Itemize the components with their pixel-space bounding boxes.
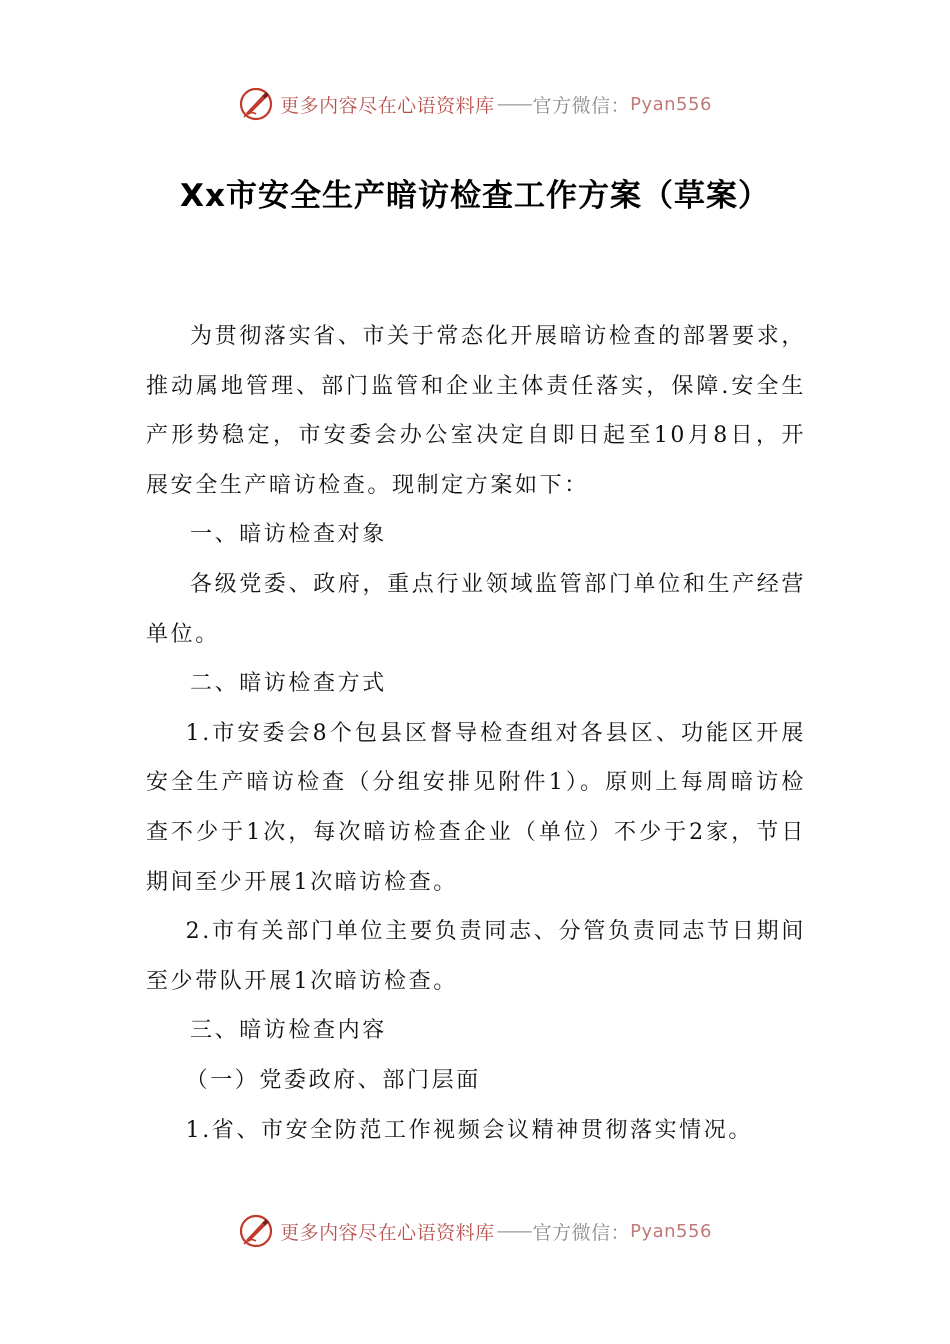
footer-watermark [0,1211,950,1251]
watermark-separator: —— [496,1220,531,1242]
watermark-brand: 更多内容尽在心语资料库 [280,94,495,117]
watermark-official-label: 官方微信： [532,94,631,117]
document-body [146,312,806,1155]
watermark-account: Pyan556 [630,93,712,115]
methods-item-1: 1.市安委会8个包县区督导检查组对各县区、功能区开展安全生产暗访检查（分组安排见附件1）。原则上每周暗访检查不少于1次，每次暗访检查企业（单位）不少于2家，节日期间至少开展1次暗访检查。 [146,720,806,895]
content-subheading-1: （一）党委政府、部门层面 [185,1067,481,1093]
watermark-official-label: 官方微信： [532,1221,631,1244]
watermark-separator: —— [496,93,531,115]
targets-paragraph: 各级党委、政府，重点行业领域监管部门单位和生产经营单位。 [146,571,806,647]
methods-item-2: 2.市有关部门单位主要负责同志、分管负责同志节日期间至少带队开展1次暗访检查。 [146,919,806,994]
header-watermark [0,84,950,124]
pen-logo-icon [238,1213,274,1249]
section-heading-content: 三、暗访检查内容 [190,1018,387,1044]
watermark-account: Pyan556 [630,1220,712,1242]
section-heading-targets: 一、暗访检查对象 [190,522,387,548]
section-heading-methods: 二、暗访检查方式 [190,671,387,697]
content-item-1: 1.省、市安全防范工作视频会议精神贯彻落实情况。 [185,1117,753,1143]
pen-logo-icon [238,86,274,122]
watermark-brand: 更多内容尽在心语资料库 [280,1221,495,1244]
intro-paragraph: 为贯彻落实省、市关于常态化开展暗访检查的部署要求，推动属地管理、部门监管和企业主体责任落实，保障.安全生产形势稳定，市安委会办公室决定自即日起至10月8日，开展安全生产暗访检查。现制定方案如下： [146,324,806,498]
document-title: Xx市安全生产暗访检查工作方案（草案） [180,178,770,214]
